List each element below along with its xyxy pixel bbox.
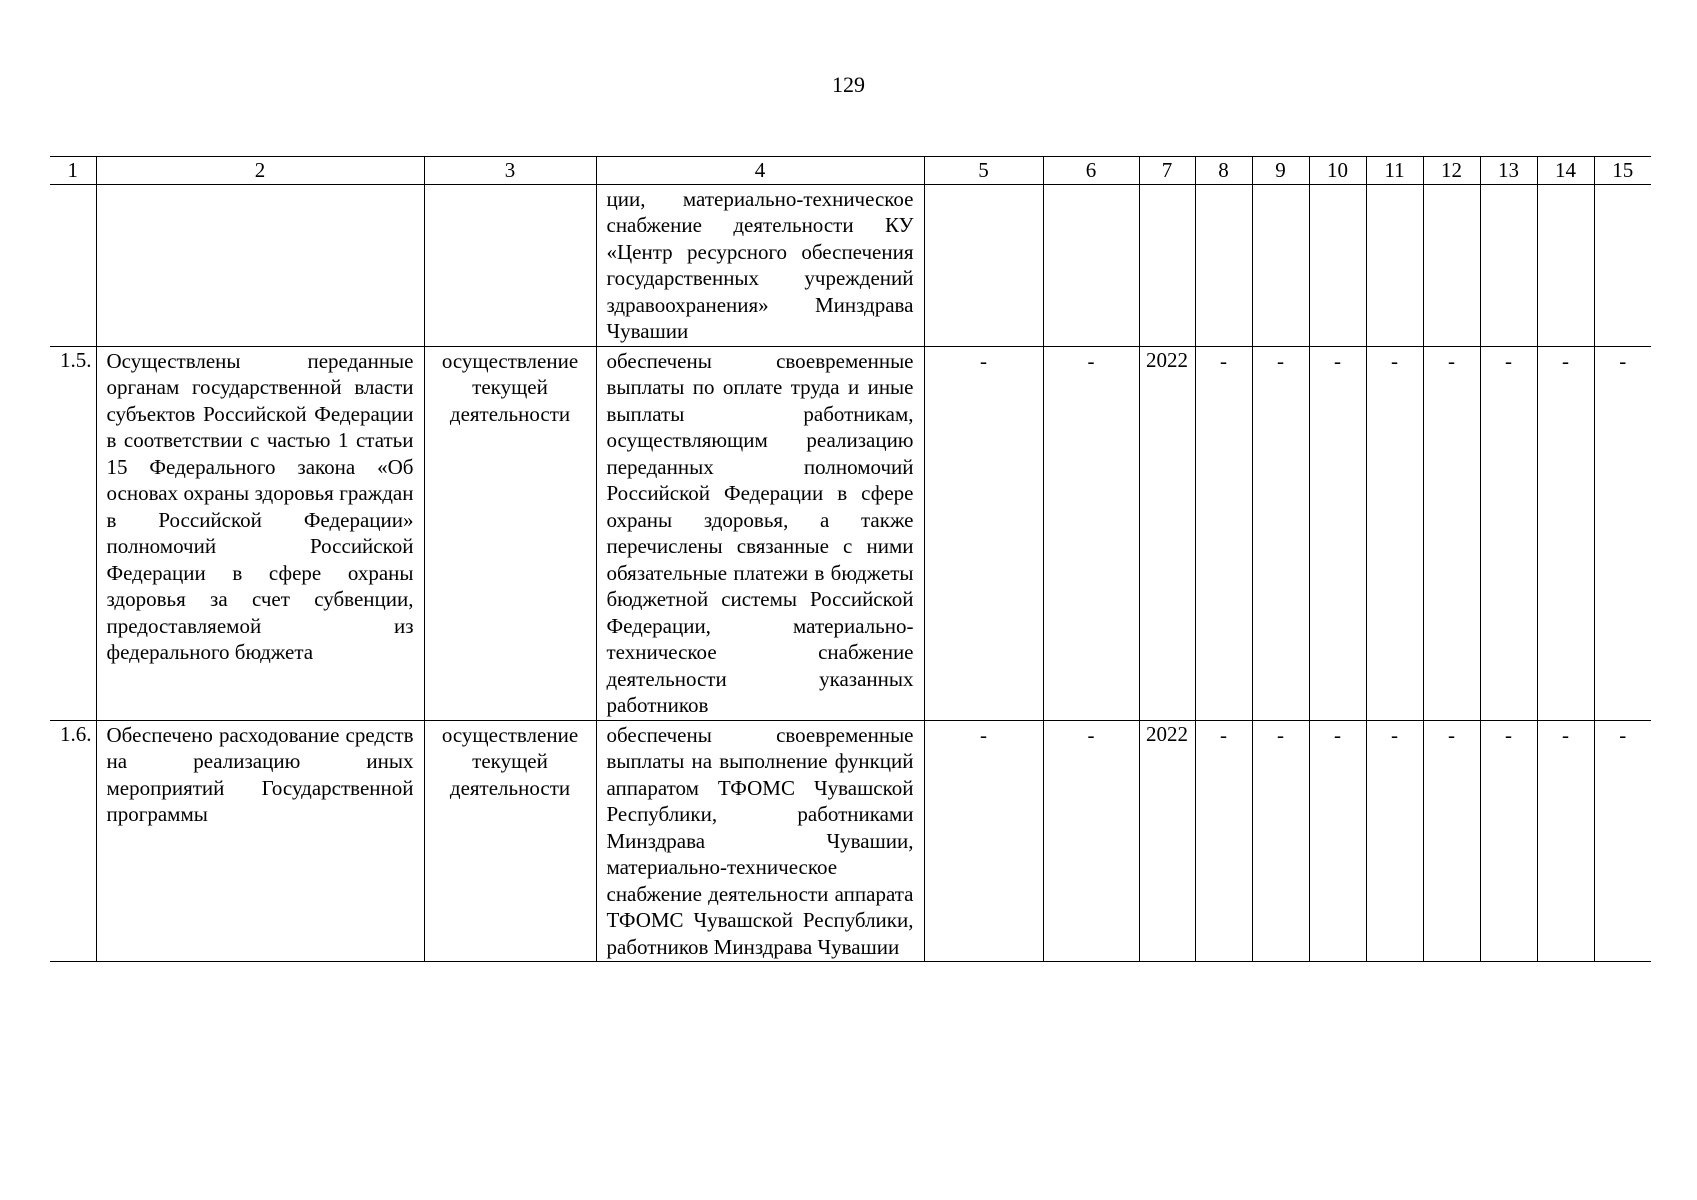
table-cell: - [1252, 720, 1309, 962]
header-cell: 9 [1252, 157, 1309, 185]
table-cell: - [1195, 346, 1252, 720]
table-cell: - [1480, 720, 1537, 962]
header-cell: 15 [1594, 157, 1651, 185]
activities-table [50, 156, 1651, 962]
row-number: 1.5. [50, 346, 96, 720]
table-cell: - [1480, 346, 1537, 720]
year-cell [1139, 184, 1195, 346]
table-cell: - [1423, 720, 1480, 962]
event-description-cell: обеспечены своевременные выплаты по оплате труда и иные выплаты работникам, осуществляющим реализацию переданных полномочий Российской Федерации в сфере охраны здоровья, а также перечислены связанные с ними обязательные платежи в бюджеты бюджетной системы Российской Федерации, материально-техническое снабжение деятельности указанных работников [596, 346, 924, 720]
table-cell [1423, 184, 1480, 346]
table-cell [1537, 184, 1594, 346]
header-cell: 4 [596, 157, 924, 185]
header-cell: 8 [1195, 157, 1252, 185]
row-number: 1.6. [50, 720, 96, 962]
header-cell: 10 [1309, 157, 1366, 185]
table-cell [924, 184, 1043, 346]
table-cell [1594, 184, 1651, 346]
table-cell: - [1537, 346, 1594, 720]
table-cell: - [1594, 346, 1651, 720]
table-cell: - [924, 346, 1043, 720]
table-cell: - [1423, 346, 1480, 720]
year-cell: 2022 [1139, 346, 1195, 720]
header-cell: 5 [924, 157, 1043, 185]
header-cell: 1 [50, 157, 96, 185]
table-cell: - [1366, 346, 1423, 720]
table-cell [1195, 184, 1252, 346]
page-number: 129 [832, 72, 865, 97]
header-cell: 3 [424, 157, 596, 185]
table-row [50, 720, 1651, 962]
table-row [50, 346, 1651, 720]
table-cell [1043, 184, 1139, 346]
table-cell: - [1195, 720, 1252, 962]
table-row [50, 184, 1651, 346]
header-cell: 7 [1139, 157, 1195, 185]
event-type-cell [424, 184, 596, 346]
header-cell: 12 [1423, 157, 1480, 185]
table-cell [1309, 184, 1366, 346]
event-name-cell: Осуществлены переданные органам государственной власти субъектов Российской Федерации в соответствии с частью 1 статьи 15 Федерального закона «Об основах охраны здоровья граждан в Российской Федерации» полномочий Российской Федерации в сфере охраны здоровья за счет субвенции, предоставляемой из федерального бюджета [96, 346, 424, 720]
event-type-cell: осуществление текущей деятельности [424, 346, 596, 720]
event-description-cell: ции, материально-техническое снабжение деятельности КУ «Центр ресурсного обеспечения государственных учреждений здравоохранения» Минздрава Чувашии [596, 184, 924, 346]
table-cell [1480, 184, 1537, 346]
table-cell: - [924, 720, 1043, 962]
table-cell: - [1309, 720, 1366, 962]
table-cell: - [1043, 346, 1139, 720]
year-cell: 2022 [1139, 720, 1195, 962]
table-cell [1366, 184, 1423, 346]
header-cell: 14 [1537, 157, 1594, 185]
table-cell: - [1366, 720, 1423, 962]
header-cell: 2 [96, 157, 424, 185]
event-type-cell: осуществление текущей деятельности [424, 720, 596, 962]
header-cell: 6 [1043, 157, 1139, 185]
event-name-cell [96, 184, 424, 346]
event-name-cell: Обеспечено расходование средств на реализацию иных мероприятий Государственной программы [96, 720, 424, 962]
header-cell: 13 [1480, 157, 1537, 185]
table-cell: - [1043, 720, 1139, 962]
table-cell: - [1309, 346, 1366, 720]
table-cell: - [1537, 720, 1594, 962]
table-cell: - [1252, 346, 1309, 720]
event-description-cell: обеспечены своевременные выплаты на выполнение функций аппаратом ТФОМС Чувашской Республики, работниками Минздрава Чувашии, материально-техническое снабжение деятельности аппарата ТФОМС Чувашской Республики, работников Минздрава Чувашии [596, 720, 924, 962]
row-number [50, 184, 96, 346]
table-cell [1252, 184, 1309, 346]
table-cell: - [1594, 720, 1651, 962]
header-cell: 11 [1366, 157, 1423, 185]
header-row [50, 157, 1651, 185]
